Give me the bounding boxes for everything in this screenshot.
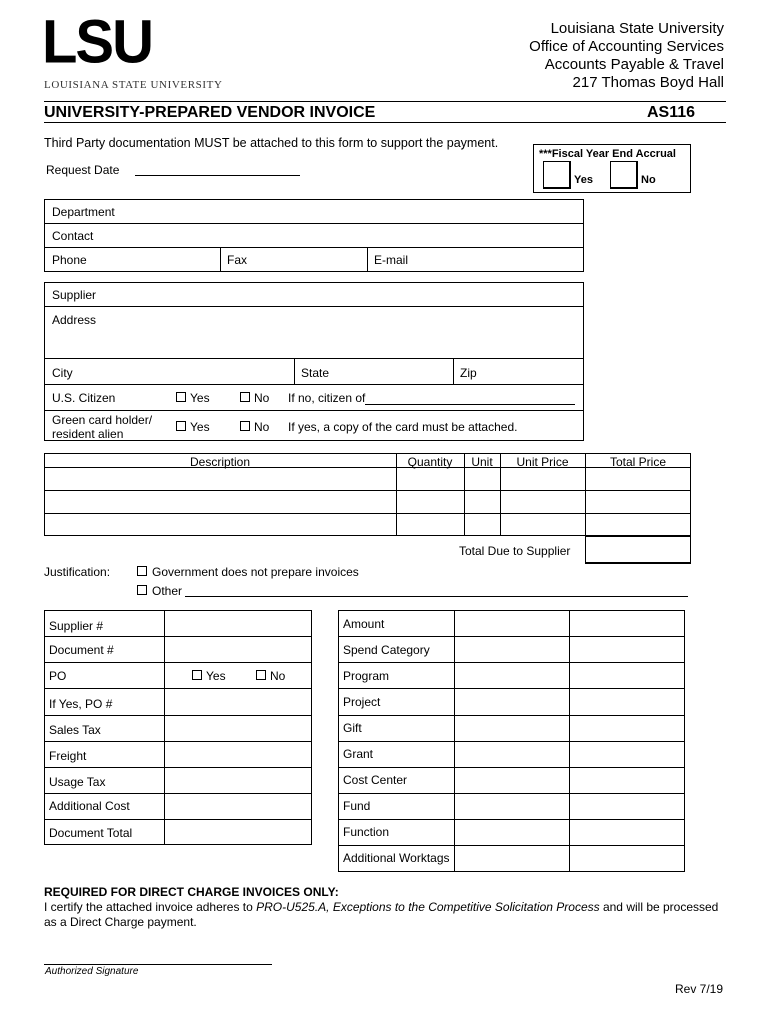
dept-divider-2 <box>44 247 584 248</box>
request-date-field[interactable] <box>135 175 300 176</box>
fiscal-yes-label: Yes <box>574 174 593 186</box>
justification-gov-checkbox[interactable] <box>137 566 147 576</box>
green-card-no-checkbox[interactable] <box>240 421 250 431</box>
doc-row-rule-2 <box>44 662 312 663</box>
justification-gov-label: Government does not prepare invoices <box>152 565 359 579</box>
po-no-checkbox[interactable] <box>256 670 266 680</box>
acct-row-rule-6 <box>338 767 685 768</box>
form-title: UNIVERSITY-PREPARED VENDOR INVOICE <box>44 104 376 121</box>
city-field[interactable]: City <box>52 366 73 380</box>
acct-row-rule-2 <box>338 662 685 663</box>
direct-charge-title: REQUIRED FOR DIRECT CHARGE INVOICES ONLY: <box>44 885 339 899</box>
office-address <box>529 20 724 92</box>
acct-row-rule-1 <box>338 636 685 637</box>
po-no-label: No <box>270 669 286 683</box>
address-line-3: Accounts Payable & Travel <box>544 56 724 73</box>
title-rule-bottom <box>44 122 726 123</box>
items-row-rule-1 <box>44 490 691 491</box>
green-card-yes-label: Yes <box>190 420 210 434</box>
doc-row-rule-7 <box>44 793 312 794</box>
revision-label: Rev 7/19 <box>675 982 724 996</box>
citizen-yes-label: Yes <box>190 391 210 405</box>
supplier-divider-4 <box>44 410 584 411</box>
supplier-col-divider-2 <box>453 358 454 384</box>
supplier-divider-3 <box>44 384 584 385</box>
lsu-logo: LSU <box>42 7 152 77</box>
contact-field[interactable]: Contact <box>52 229 94 243</box>
acct-row-rule-7 <box>338 793 685 794</box>
justification-other-label: Other <box>152 584 183 598</box>
logo-subtitle: LOUISIANA STATE UNIVERSITY <box>44 79 223 91</box>
cost-center-label: Cost Center <box>343 773 408 787</box>
dept-col-divider-1 <box>220 247 221 271</box>
citizen-yes-checkbox[interactable] <box>176 392 186 402</box>
po-label: PO <box>49 669 67 683</box>
certify-post: and will be processed <box>599 900 719 914</box>
certification-line-2: as a Direct Charge payment. <box>44 915 197 929</box>
dept-divider-1 <box>44 223 584 224</box>
citizen-of-field[interactable] <box>365 404 575 405</box>
request-date-label: Request Date <box>46 163 120 177</box>
doc-row-rule-1 <box>44 636 312 637</box>
justification-other-field[interactable] <box>185 596 688 597</box>
gift-label: Gift <box>343 721 362 735</box>
green-card-yes-checkbox[interactable] <box>176 421 186 431</box>
sales-tax-label: Sales Tax <box>49 723 101 737</box>
department-field[interactable]: Department <box>52 205 115 219</box>
header-quantity: Quantity <box>407 455 453 469</box>
green-card-no-label: No <box>254 420 270 434</box>
us-citizen-label: U.S. Citizen <box>52 391 116 405</box>
po-yes-label: Yes <box>206 669 226 683</box>
fax-field[interactable]: Fax <box>227 253 248 267</box>
supplier-divider-1 <box>44 306 584 307</box>
form-code: AS116 <box>647 104 696 121</box>
documentation-notice: Third Party documentation MUST be attached to this form to support the payment. <box>44 136 499 150</box>
acct-row-rule-4 <box>338 715 685 716</box>
zip-field[interactable]: Zip <box>460 366 477 380</box>
supplier-field[interactable]: Supplier <box>52 288 97 302</box>
additional-worktags-label: Additional Worktags <box>343 851 450 865</box>
state-field[interactable]: State <box>301 366 330 380</box>
dept-col-divider-2 <box>367 247 368 271</box>
po-yes-checkbox[interactable] <box>192 670 202 680</box>
po-number-label: If Yes, PO # <box>49 697 113 711</box>
project-label: Project <box>343 695 381 709</box>
fiscal-no-label: No <box>641 174 656 186</box>
header-description: Description <box>189 455 251 469</box>
signature-line[interactable] <box>44 964 272 965</box>
title-rule-top <box>44 101 726 102</box>
signature-label: Authorized Signature <box>45 966 139 977</box>
department-section <box>44 199 584 272</box>
usage-tax-label: Usage Tax <box>49 775 106 789</box>
green-card-label-1: Green card holder/ <box>52 413 153 427</box>
address-line-4: 217 Thomas Boyd Hall <box>572 74 724 91</box>
amount-label: Amount <box>343 617 385 631</box>
doc-row-rule-6 <box>44 767 312 768</box>
freight-label: Freight <box>49 749 87 763</box>
header-unit-price: Unit Price <box>516 455 569 469</box>
function-label: Function <box>343 825 390 839</box>
grant-label: Grant <box>343 747 374 761</box>
doc-row-rule-4 <box>44 715 312 716</box>
additional-cost-label: Additional Cost <box>49 799 130 813</box>
supplier-col-divider-1 <box>294 358 295 384</box>
acct-row-rule-9 <box>338 845 685 846</box>
acct-row-rule-5 <box>338 741 685 742</box>
citizen-no-checkbox[interactable] <box>240 392 250 402</box>
green-card-label-2: resident alien <box>52 427 124 441</box>
document-number-label: Document # <box>49 643 114 657</box>
certification-line-1 <box>44 901 718 913</box>
acct-row-rule-8 <box>338 819 685 820</box>
document-total-label: Document Total <box>49 826 133 840</box>
email-field[interactable]: E-mail <box>374 253 409 267</box>
acct-row-rule-3 <box>338 688 685 689</box>
doc-table-col <box>164 610 165 845</box>
supplier-divider-2 <box>44 358 584 359</box>
doc-row-rule-3 <box>44 688 312 689</box>
address-line-1: Louisiana State University <box>550 20 724 37</box>
header-unit: Unit <box>471 455 493 469</box>
total-due-label: Total Due to Supplier <box>459 544 571 558</box>
items-row-rule-2 <box>44 513 691 514</box>
supplier-number-label: Supplier # <box>49 619 104 633</box>
total-due-field[interactable] <box>585 536 691 564</box>
justification-other-checkbox[interactable] <box>137 585 147 595</box>
spend-category-label: Spend Category <box>343 643 430 657</box>
certify-policy: PRO-U525.A, Exceptions to the Competitive Solicitation Process <box>256 900 600 914</box>
address-field[interactable]: Address <box>52 313 97 327</box>
header-total-price: Total Price <box>609 455 667 469</box>
doc-row-rule-5 <box>44 741 312 742</box>
doc-row-rule-8 <box>44 819 312 820</box>
green-card-note: If yes, a copy of the card must be attached. <box>288 420 518 434</box>
program-label: Program <box>343 669 390 683</box>
fund-label: Fund <box>343 799 371 813</box>
fiscal-no-checkbox[interactable] <box>610 161 638 189</box>
address-line-2: Office of Accounting Services <box>529 38 724 55</box>
certify-pre: I certify the attached invoice adheres to <box>44 900 257 914</box>
fiscal-year-accrual-title: ***Fiscal Year End Accrual <box>539 148 676 160</box>
justification-label: Justification: <box>44 565 111 579</box>
phone-field[interactable]: Phone <box>52 253 87 267</box>
citizen-no-label: No <box>254 391 270 405</box>
citizen-of-label: If no, citizen of <box>288 391 366 405</box>
fiscal-yes-checkbox[interactable] <box>543 161 571 189</box>
